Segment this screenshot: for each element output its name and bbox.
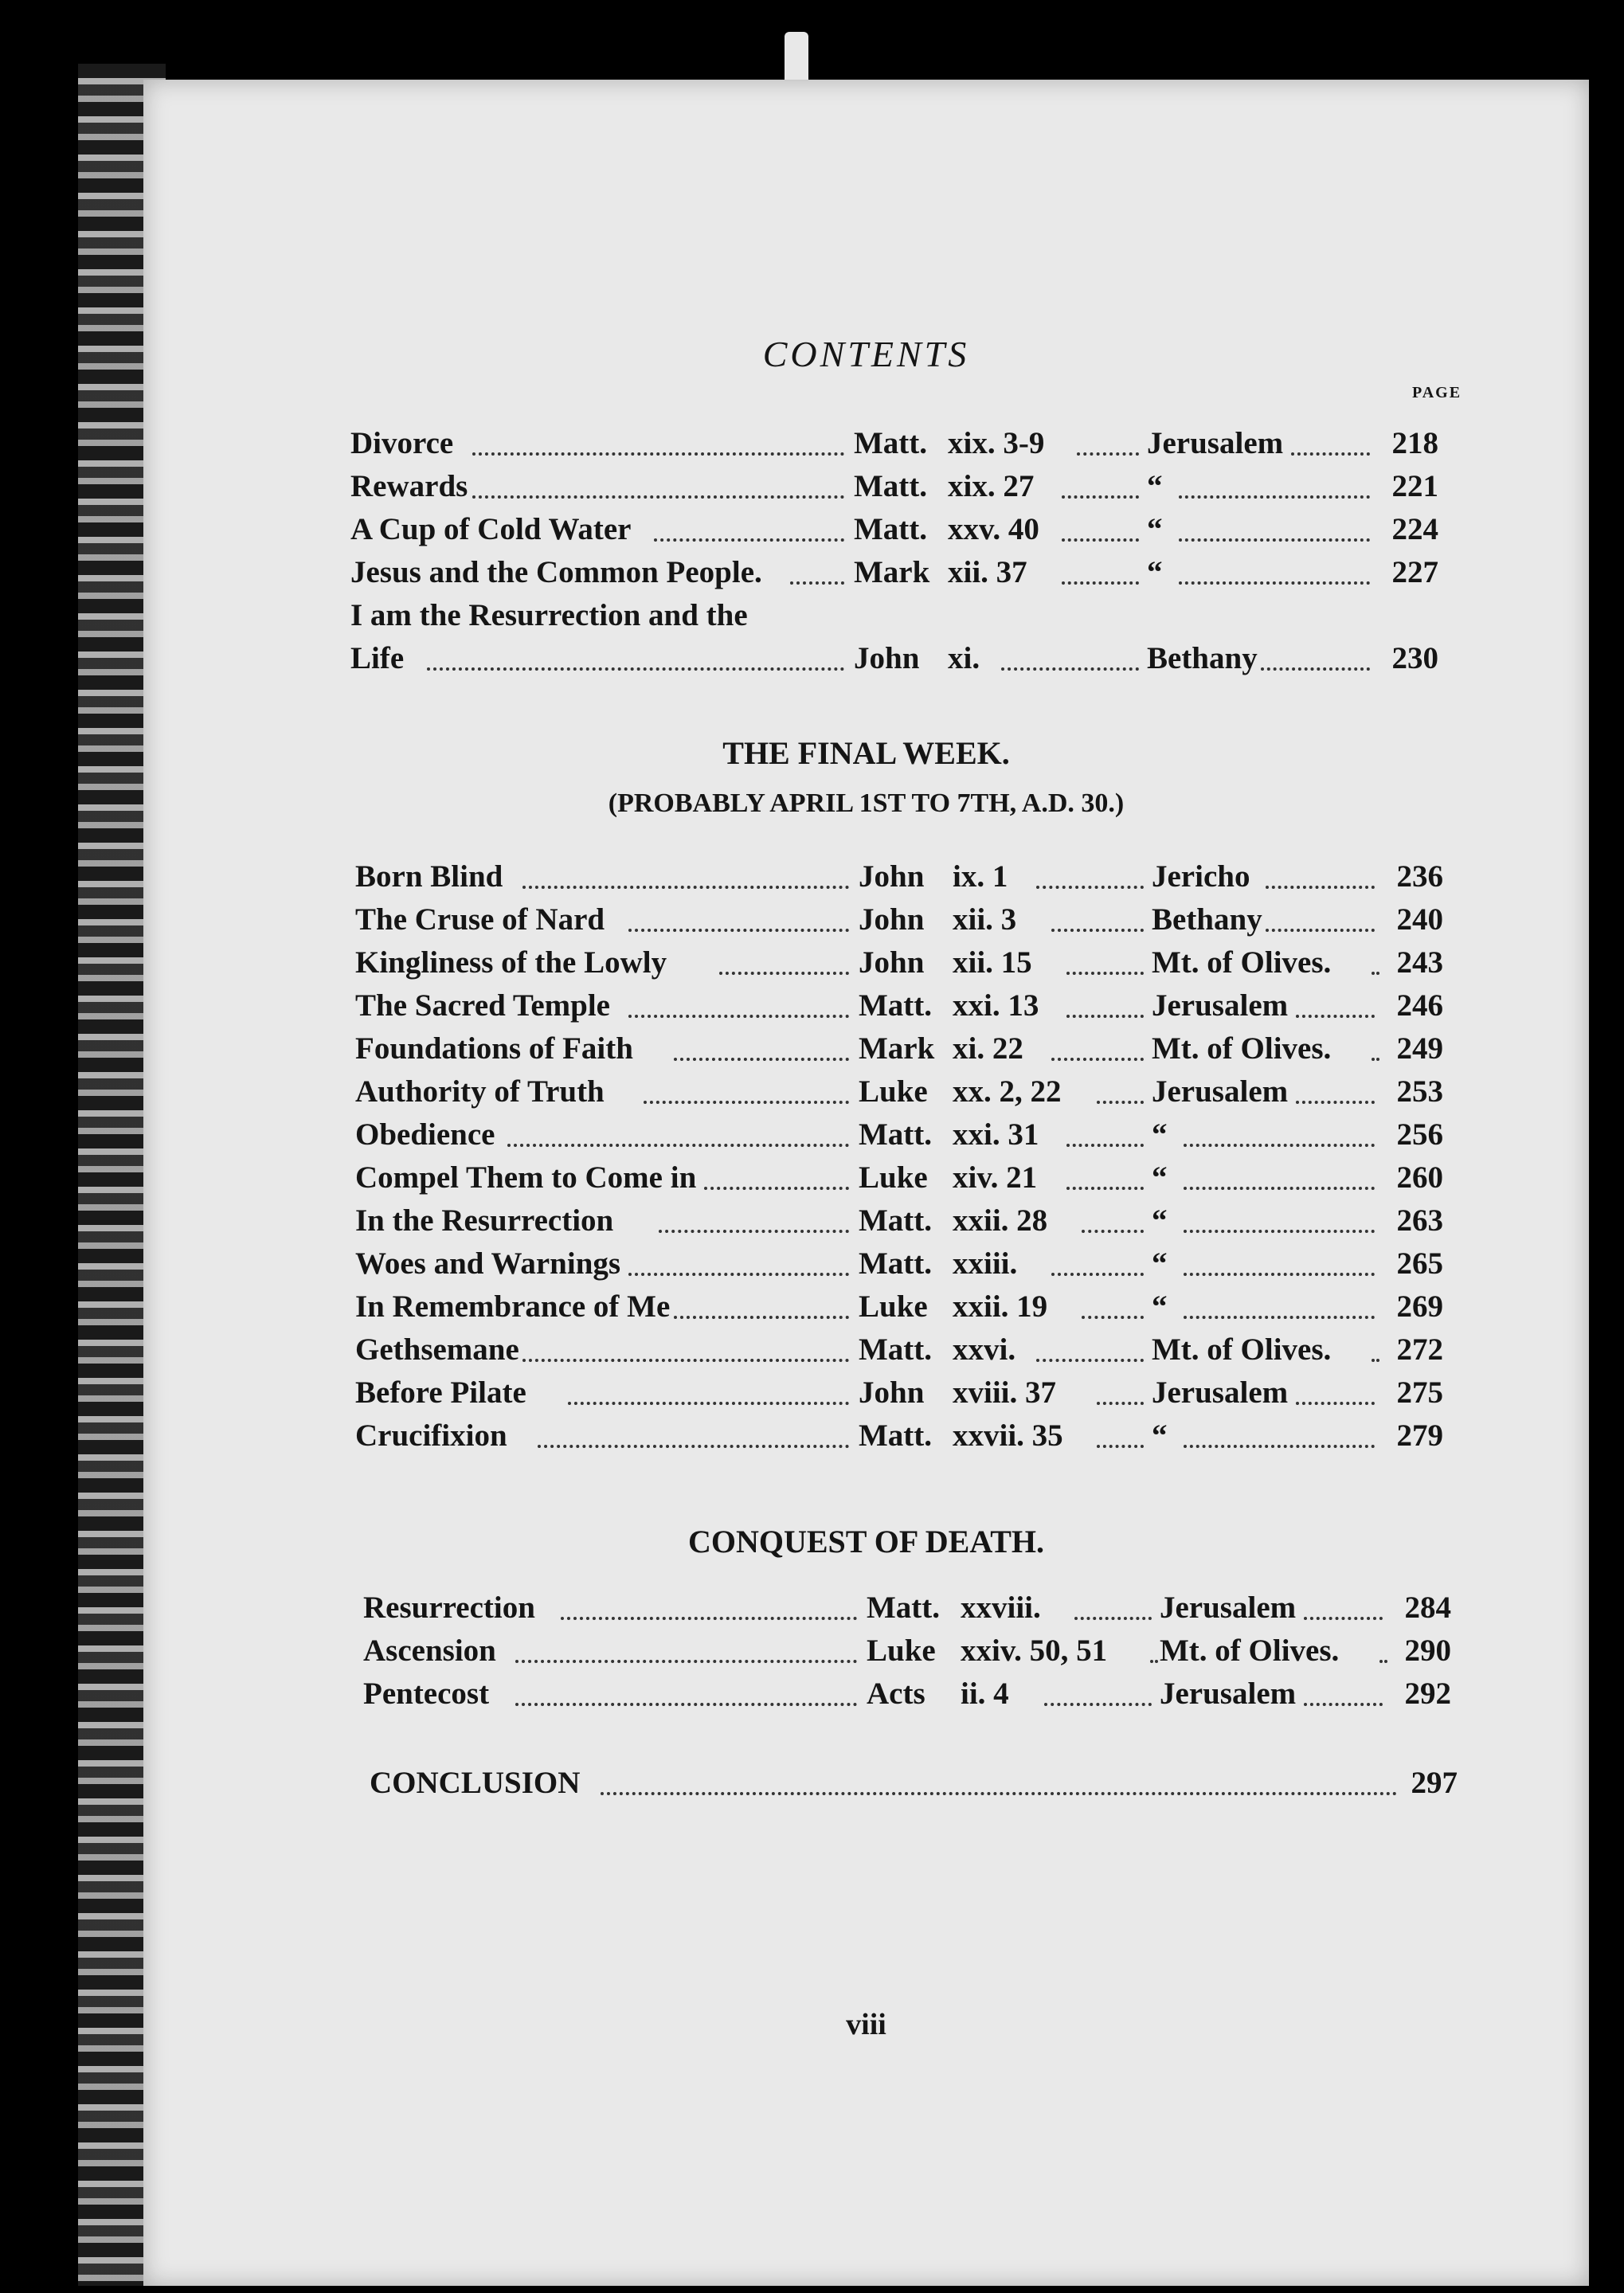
entry-title: Authority of Truth bbox=[355, 1074, 605, 1109]
section-heading-conquest: CONQUEST OF DEATH. bbox=[687, 1524, 1045, 1559]
entry-reference: xii. 15 bbox=[953, 945, 1032, 980]
entry-book: Matt. bbox=[859, 1203, 933, 1238]
dot-leader bbox=[561, 1617, 857, 1620]
dot-leader bbox=[1097, 1445, 1144, 1448]
contents-entry bbox=[355, 1031, 1443, 1074]
entry-book: Luke bbox=[859, 1160, 928, 1195]
contents-entry bbox=[350, 640, 1438, 683]
entry-place: Mt. of Olives. bbox=[1152, 1332, 1332, 1367]
contents-entry bbox=[363, 1633, 1451, 1676]
entry-book: Matt. bbox=[867, 1591, 941, 1625]
dot-leader bbox=[1304, 1617, 1383, 1620]
entry-book: Mark bbox=[854, 555, 930, 589]
entry-page: 246 bbox=[1396, 988, 1443, 1023]
dot-leader bbox=[628, 1015, 849, 1018]
entry-page: 227 bbox=[1391, 555, 1438, 589]
entry-book: Luke bbox=[859, 1289, 928, 1324]
entry-reference: xxiv. 50, 51 bbox=[961, 1634, 1108, 1668]
entry-page: 290 bbox=[1404, 1634, 1451, 1668]
entry-reference: xii. 37 bbox=[948, 555, 1027, 589]
dot-leader bbox=[522, 1359, 849, 1362]
entry-title: Jesus and the Common People. bbox=[350, 555, 762, 589]
entry-book: John bbox=[859, 945, 925, 980]
contents-entry bbox=[355, 1418, 1443, 1461]
entry-page: 297 bbox=[1411, 1766, 1458, 1800]
entry-reference: xxvii. 35 bbox=[953, 1418, 1063, 1453]
entry-reference: xviii. 37 bbox=[953, 1375, 1057, 1410]
entry-book: Matt. bbox=[859, 1332, 933, 1367]
entry-title: Before Pilate bbox=[355, 1375, 526, 1410]
contents-page bbox=[143, 80, 1589, 2286]
dot-leader bbox=[1266, 886, 1375, 889]
dot-leader bbox=[1372, 1359, 1379, 1362]
entry-place: “ bbox=[1147, 512, 1163, 546]
entry-place: Jericho bbox=[1152, 859, 1250, 894]
dot-leader bbox=[1291, 452, 1370, 456]
entry-title: Kingliness of the Lowly bbox=[355, 945, 667, 980]
contents-entry bbox=[355, 902, 1443, 945]
contents-entry bbox=[355, 1160, 1443, 1203]
dot-leader bbox=[674, 1316, 849, 1319]
entry-page: 230 bbox=[1391, 641, 1438, 675]
entry-place: “ bbox=[1147, 469, 1163, 503]
entry-book: John bbox=[854, 641, 920, 675]
entry-book: John bbox=[859, 859, 925, 894]
dot-leader bbox=[472, 495, 844, 499]
entry-page: 218 bbox=[1391, 426, 1438, 460]
entry-place: Jerusalem bbox=[1152, 1074, 1289, 1109]
dot-leader bbox=[790, 581, 844, 585]
entry-book: Luke bbox=[867, 1634, 936, 1668]
entry-reference: xxv. 40 bbox=[948, 512, 1039, 546]
dot-leader bbox=[628, 1273, 849, 1276]
contents-entry bbox=[350, 468, 1438, 511]
entry-title: The Sacred Temple bbox=[355, 988, 610, 1023]
dot-leader bbox=[1184, 1187, 1375, 1190]
entry-title: Divorce bbox=[350, 426, 454, 460]
entry-page: 221 bbox=[1391, 469, 1438, 503]
entry-place: Jerusalem bbox=[1147, 426, 1284, 460]
entry-title: Foundations of Faith bbox=[355, 1031, 633, 1066]
entry-title: The Cruse of Nard bbox=[355, 902, 605, 937]
entry-reference: xx. 2, 22 bbox=[953, 1074, 1062, 1109]
dot-leader bbox=[1372, 972, 1379, 975]
entry-page: 236 bbox=[1396, 859, 1443, 894]
contents-entry bbox=[363, 1590, 1451, 1633]
dot-leader bbox=[1179, 495, 1370, 499]
entry-page: 269 bbox=[1396, 1289, 1443, 1324]
entry-place: Mt. of Olives. bbox=[1160, 1634, 1340, 1668]
entry-book: Matt. bbox=[859, 1117, 933, 1152]
entry-page: 224 bbox=[1391, 512, 1438, 546]
conclusion-entry bbox=[370, 1765, 1458, 1808]
contents-entry bbox=[355, 1074, 1443, 1117]
entry-reference: xii. 3 bbox=[953, 902, 1017, 937]
entry-place: “ bbox=[1152, 1203, 1168, 1238]
entry-page: 263 bbox=[1396, 1203, 1443, 1238]
entry-place: Mt. of Olives. bbox=[1152, 945, 1332, 980]
section-subheading-dates: (PROBABLY APRIL 1ST TO 7TH, A.D. 30.) bbox=[608, 788, 1125, 818]
dot-leader bbox=[1372, 1058, 1379, 1061]
dot-leader bbox=[515, 1703, 857, 1706]
entry-title: Resurrection bbox=[363, 1591, 535, 1625]
dot-leader bbox=[1296, 1015, 1375, 1018]
entry-place: Bethany bbox=[1152, 902, 1262, 937]
entry-book: Matt. bbox=[854, 426, 928, 460]
entry-page: 256 bbox=[1396, 1117, 1443, 1152]
entry-title: CONCLUSION bbox=[370, 1766, 581, 1800]
dot-leader bbox=[659, 1230, 849, 1233]
section-heading-final-week: THE FINAL WEEK. bbox=[722, 735, 1010, 771]
entry-reference: xi. 22 bbox=[953, 1031, 1023, 1066]
contents-entry bbox=[355, 945, 1443, 988]
entry-title: I am the Resurrection and the bbox=[350, 598, 748, 632]
entry-book: Luke bbox=[859, 1074, 928, 1109]
dot-leader bbox=[674, 1058, 849, 1061]
entry-place: “ bbox=[1152, 1117, 1168, 1152]
entry-place: Jerusalem bbox=[1160, 1677, 1297, 1711]
dot-leader bbox=[1051, 929, 1144, 932]
dot-leader bbox=[1077, 452, 1139, 456]
entry-title: A Cup of Cold Water bbox=[350, 512, 632, 546]
entry-place: “ bbox=[1147, 555, 1163, 589]
contents-entry bbox=[350, 597, 1438, 640]
entry-reference: ii. 4 bbox=[961, 1677, 1009, 1711]
entry-title: Ascension bbox=[363, 1634, 496, 1668]
dot-leader bbox=[1184, 1144, 1375, 1147]
contents-entry bbox=[355, 988, 1443, 1031]
dot-leader bbox=[704, 1187, 849, 1190]
dot-leader bbox=[427, 667, 844, 671]
entry-book: Mark bbox=[859, 1031, 935, 1066]
dot-leader bbox=[601, 1792, 1397, 1795]
contents-entry bbox=[355, 1289, 1443, 1332]
entry-book: Matt. bbox=[854, 469, 928, 503]
entry-place: Jerusalem bbox=[1152, 1375, 1289, 1410]
entry-book: John bbox=[859, 902, 925, 937]
entry-place: Mt. of Olives. bbox=[1152, 1031, 1332, 1066]
entry-place: Bethany bbox=[1147, 641, 1258, 675]
dot-leader bbox=[472, 452, 844, 456]
entry-page: 272 bbox=[1396, 1332, 1443, 1367]
dot-leader bbox=[1062, 538, 1139, 542]
dot-leader bbox=[515, 1660, 857, 1663]
contents-entry bbox=[355, 1117, 1443, 1160]
dot-leader bbox=[1184, 1273, 1375, 1276]
dot-leader bbox=[1051, 1058, 1144, 1061]
entry-title: Born Blind bbox=[355, 859, 503, 894]
dot-leader bbox=[1062, 581, 1139, 585]
entry-title: Rewards bbox=[350, 469, 468, 503]
entry-book: Matt. bbox=[854, 512, 928, 546]
contents-entry bbox=[350, 554, 1438, 597]
page-title: CONTENTS bbox=[762, 334, 970, 374]
dot-leader bbox=[507, 1144, 849, 1147]
contents-entry bbox=[350, 425, 1438, 468]
entry-page: 249 bbox=[1396, 1031, 1443, 1066]
entry-book: Matt. bbox=[859, 988, 933, 1023]
entry-place: “ bbox=[1152, 1246, 1168, 1281]
dot-leader bbox=[644, 1101, 849, 1104]
dot-leader bbox=[1266, 929, 1375, 932]
dot-leader bbox=[1066, 1144, 1144, 1147]
dot-leader bbox=[1036, 1359, 1144, 1362]
dot-leader bbox=[1184, 1316, 1375, 1319]
dot-leader bbox=[1074, 1617, 1152, 1620]
contents-entry bbox=[350, 511, 1438, 554]
entry-place: Jerusalem bbox=[1160, 1591, 1297, 1625]
contents-entry bbox=[355, 1246, 1443, 1289]
entry-page: 260 bbox=[1396, 1160, 1443, 1195]
dot-leader bbox=[719, 972, 849, 975]
contents-entry bbox=[355, 1375, 1443, 1418]
dot-leader bbox=[1051, 1273, 1144, 1276]
entry-place: “ bbox=[1152, 1418, 1168, 1453]
dot-leader bbox=[1261, 667, 1370, 671]
dot-leader bbox=[1066, 1015, 1144, 1018]
dot-leader bbox=[1179, 538, 1370, 542]
entry-reference: xix. 27 bbox=[948, 469, 1035, 503]
dot-leader bbox=[1184, 1230, 1375, 1233]
dot-leader bbox=[1296, 1402, 1375, 1405]
entry-book: Matt. bbox=[859, 1246, 933, 1281]
dot-leader bbox=[1379, 1660, 1387, 1663]
entry-title: Life bbox=[350, 641, 405, 675]
dot-leader bbox=[1150, 1660, 1158, 1663]
entry-place: “ bbox=[1152, 1289, 1168, 1324]
dot-leader bbox=[1001, 667, 1139, 671]
dot-leader bbox=[1082, 1230, 1144, 1233]
entry-title: Woes and Warnings bbox=[355, 1246, 621, 1281]
contents-entry bbox=[355, 1203, 1443, 1246]
entry-reference: xix. 3-9 bbox=[948, 426, 1045, 460]
dot-leader bbox=[522, 886, 849, 889]
entry-reference: ix. 1 bbox=[953, 859, 1008, 894]
dot-leader bbox=[568, 1402, 849, 1405]
entry-reference: xxiii. bbox=[953, 1246, 1018, 1281]
entry-title: Gethsemane bbox=[355, 1332, 519, 1367]
entry-reference: xxi. 31 bbox=[953, 1117, 1039, 1152]
entry-title: In the Resurrection bbox=[355, 1203, 614, 1238]
entry-title: Compel Them to Come in bbox=[355, 1160, 697, 1195]
entry-book: Acts bbox=[867, 1677, 925, 1711]
entry-page: 253 bbox=[1396, 1074, 1443, 1109]
contents-entry bbox=[355, 1332, 1443, 1375]
entry-title: In Remembrance of Me bbox=[355, 1289, 671, 1324]
dot-leader bbox=[1036, 886, 1144, 889]
entry-place: Jerusalem bbox=[1152, 988, 1289, 1023]
entry-page: 284 bbox=[1404, 1591, 1451, 1625]
entry-page: 243 bbox=[1396, 945, 1443, 980]
dot-leader bbox=[628, 929, 849, 932]
entry-reference: xxii. 28 bbox=[953, 1203, 1048, 1238]
dot-leader bbox=[1179, 581, 1370, 585]
entry-title: Crucifixion bbox=[355, 1418, 507, 1453]
contents-entry bbox=[363, 1676, 1451, 1719]
page-number: viii bbox=[846, 2008, 886, 2041]
dot-leader bbox=[1044, 1703, 1152, 1706]
entry-page: 275 bbox=[1396, 1375, 1443, 1410]
dot-leader bbox=[1097, 1402, 1144, 1405]
dot-leader bbox=[654, 538, 844, 542]
dot-leader bbox=[1082, 1316, 1144, 1319]
entry-book: John bbox=[859, 1375, 925, 1410]
entry-page: 240 bbox=[1396, 902, 1443, 937]
entry-page: 265 bbox=[1396, 1246, 1443, 1281]
dot-leader bbox=[1296, 1101, 1375, 1104]
contents-entry bbox=[355, 859, 1443, 902]
dot-leader bbox=[1062, 495, 1139, 499]
dot-leader bbox=[1184, 1445, 1375, 1448]
page-column-header: PAGE bbox=[1412, 384, 1462, 401]
entry-reference: xi. bbox=[948, 641, 980, 675]
dot-leader bbox=[1066, 972, 1144, 975]
dot-leader bbox=[538, 1445, 849, 1448]
entry-title: Obedience bbox=[355, 1117, 495, 1152]
entry-reference: xxi. 13 bbox=[953, 988, 1039, 1023]
dot-leader bbox=[1097, 1101, 1144, 1104]
entry-reference: xxii. 19 bbox=[953, 1289, 1048, 1324]
dot-leader bbox=[1304, 1703, 1383, 1706]
entry-page: 279 bbox=[1396, 1418, 1443, 1453]
dot-leader bbox=[1066, 1187, 1144, 1190]
entry-title: Pentecost bbox=[363, 1677, 490, 1711]
entry-book: Matt. bbox=[859, 1418, 933, 1453]
entry-reference: xxviii. bbox=[961, 1591, 1041, 1625]
entry-reference: xxvi. bbox=[953, 1332, 1016, 1367]
entry-page: 292 bbox=[1404, 1677, 1451, 1711]
entry-reference: xiv. 21 bbox=[953, 1160, 1038, 1195]
entry-place: “ bbox=[1152, 1160, 1168, 1195]
